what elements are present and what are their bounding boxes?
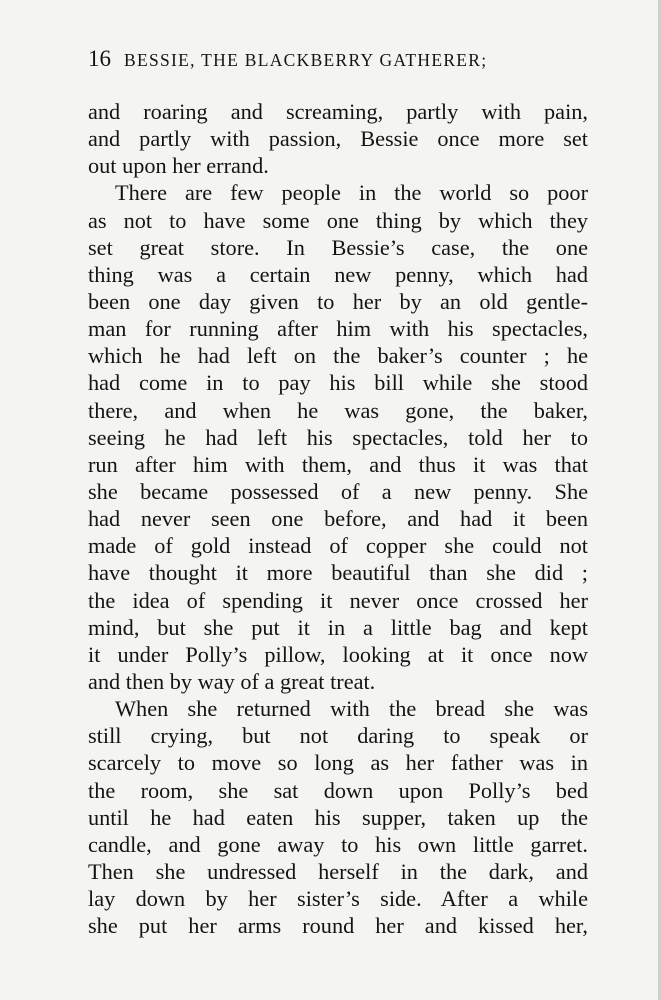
body-text bbox=[88, 98, 588, 939]
text-line: and then by way of a great treat. bbox=[88, 668, 376, 694]
text-line: the room, she sat down upon Polly’s bed bbox=[88, 777, 588, 803]
text-line: had never seen one before, and had it been bbox=[88, 506, 588, 532]
page-number: 16 bbox=[88, 46, 111, 71]
text-line: man for running after him with his spectacles, bbox=[88, 316, 588, 342]
text-line: run after him with them, and thus it was that bbox=[88, 451, 588, 477]
text-line: lay down by her sister’s side. After a while bbox=[88, 886, 588, 912]
text-line: until he had eaten his supper, taken up the bbox=[88, 804, 588, 830]
text-line: the idea of spending it never once crossed her bbox=[88, 587, 588, 613]
text-line: seeing he had left his spectacles, told her to bbox=[88, 424, 588, 450]
text-line: mind, but she put it in a little bag and kept bbox=[88, 614, 588, 640]
text-line: and partly with passion, Bessie once more set bbox=[88, 126, 588, 152]
running-head: BESSIE, THE BLACKBERRY GATHERER; bbox=[124, 50, 488, 70]
text-line: made of gold instead of copper she could not bbox=[88, 533, 588, 559]
page-header bbox=[88, 46, 578, 82]
text-line: she became possessed of a new penny. She bbox=[88, 478, 588, 504]
text-line: set great store. In Bessie’s case, the one bbox=[88, 234, 588, 260]
text-line: have thought it more beautiful than she did ; bbox=[88, 560, 588, 586]
text-line: it under Polly’s pillow, looking at it once now bbox=[88, 641, 588, 667]
text-line: and roaring and screaming, partly with pain, bbox=[88, 99, 588, 124]
text-line: she put her arms round her and kissed her, bbox=[88, 913, 588, 939]
text-line: as not to have some one thing by which they bbox=[88, 207, 588, 233]
text-line: which he had left on the baker’s counter ; he bbox=[88, 343, 588, 369]
text-line: out upon her errand. bbox=[88, 153, 269, 179]
text-line: been one day given to her by an old gentle- bbox=[88, 288, 588, 314]
text-line: thing was a certain new penny, which had bbox=[88, 261, 588, 287]
text-line: there, and when he was gone, the baker, bbox=[88, 397, 588, 423]
text-line: There are few people in the world so poor bbox=[115, 180, 588, 206]
text-line: still crying, but not daring to speak or bbox=[88, 723, 588, 749]
text-line: Then she undressed herself in the dark, and bbox=[88, 858, 588, 884]
text-line: had come in to pay his bill while she stood bbox=[88, 370, 588, 396]
text-line: scarcely to move so long as her father was in bbox=[88, 750, 588, 776]
text-line: candle, and gone away to his own little garret. bbox=[88, 831, 588, 857]
text-line: When she returned with the bread she was bbox=[115, 696, 588, 722]
